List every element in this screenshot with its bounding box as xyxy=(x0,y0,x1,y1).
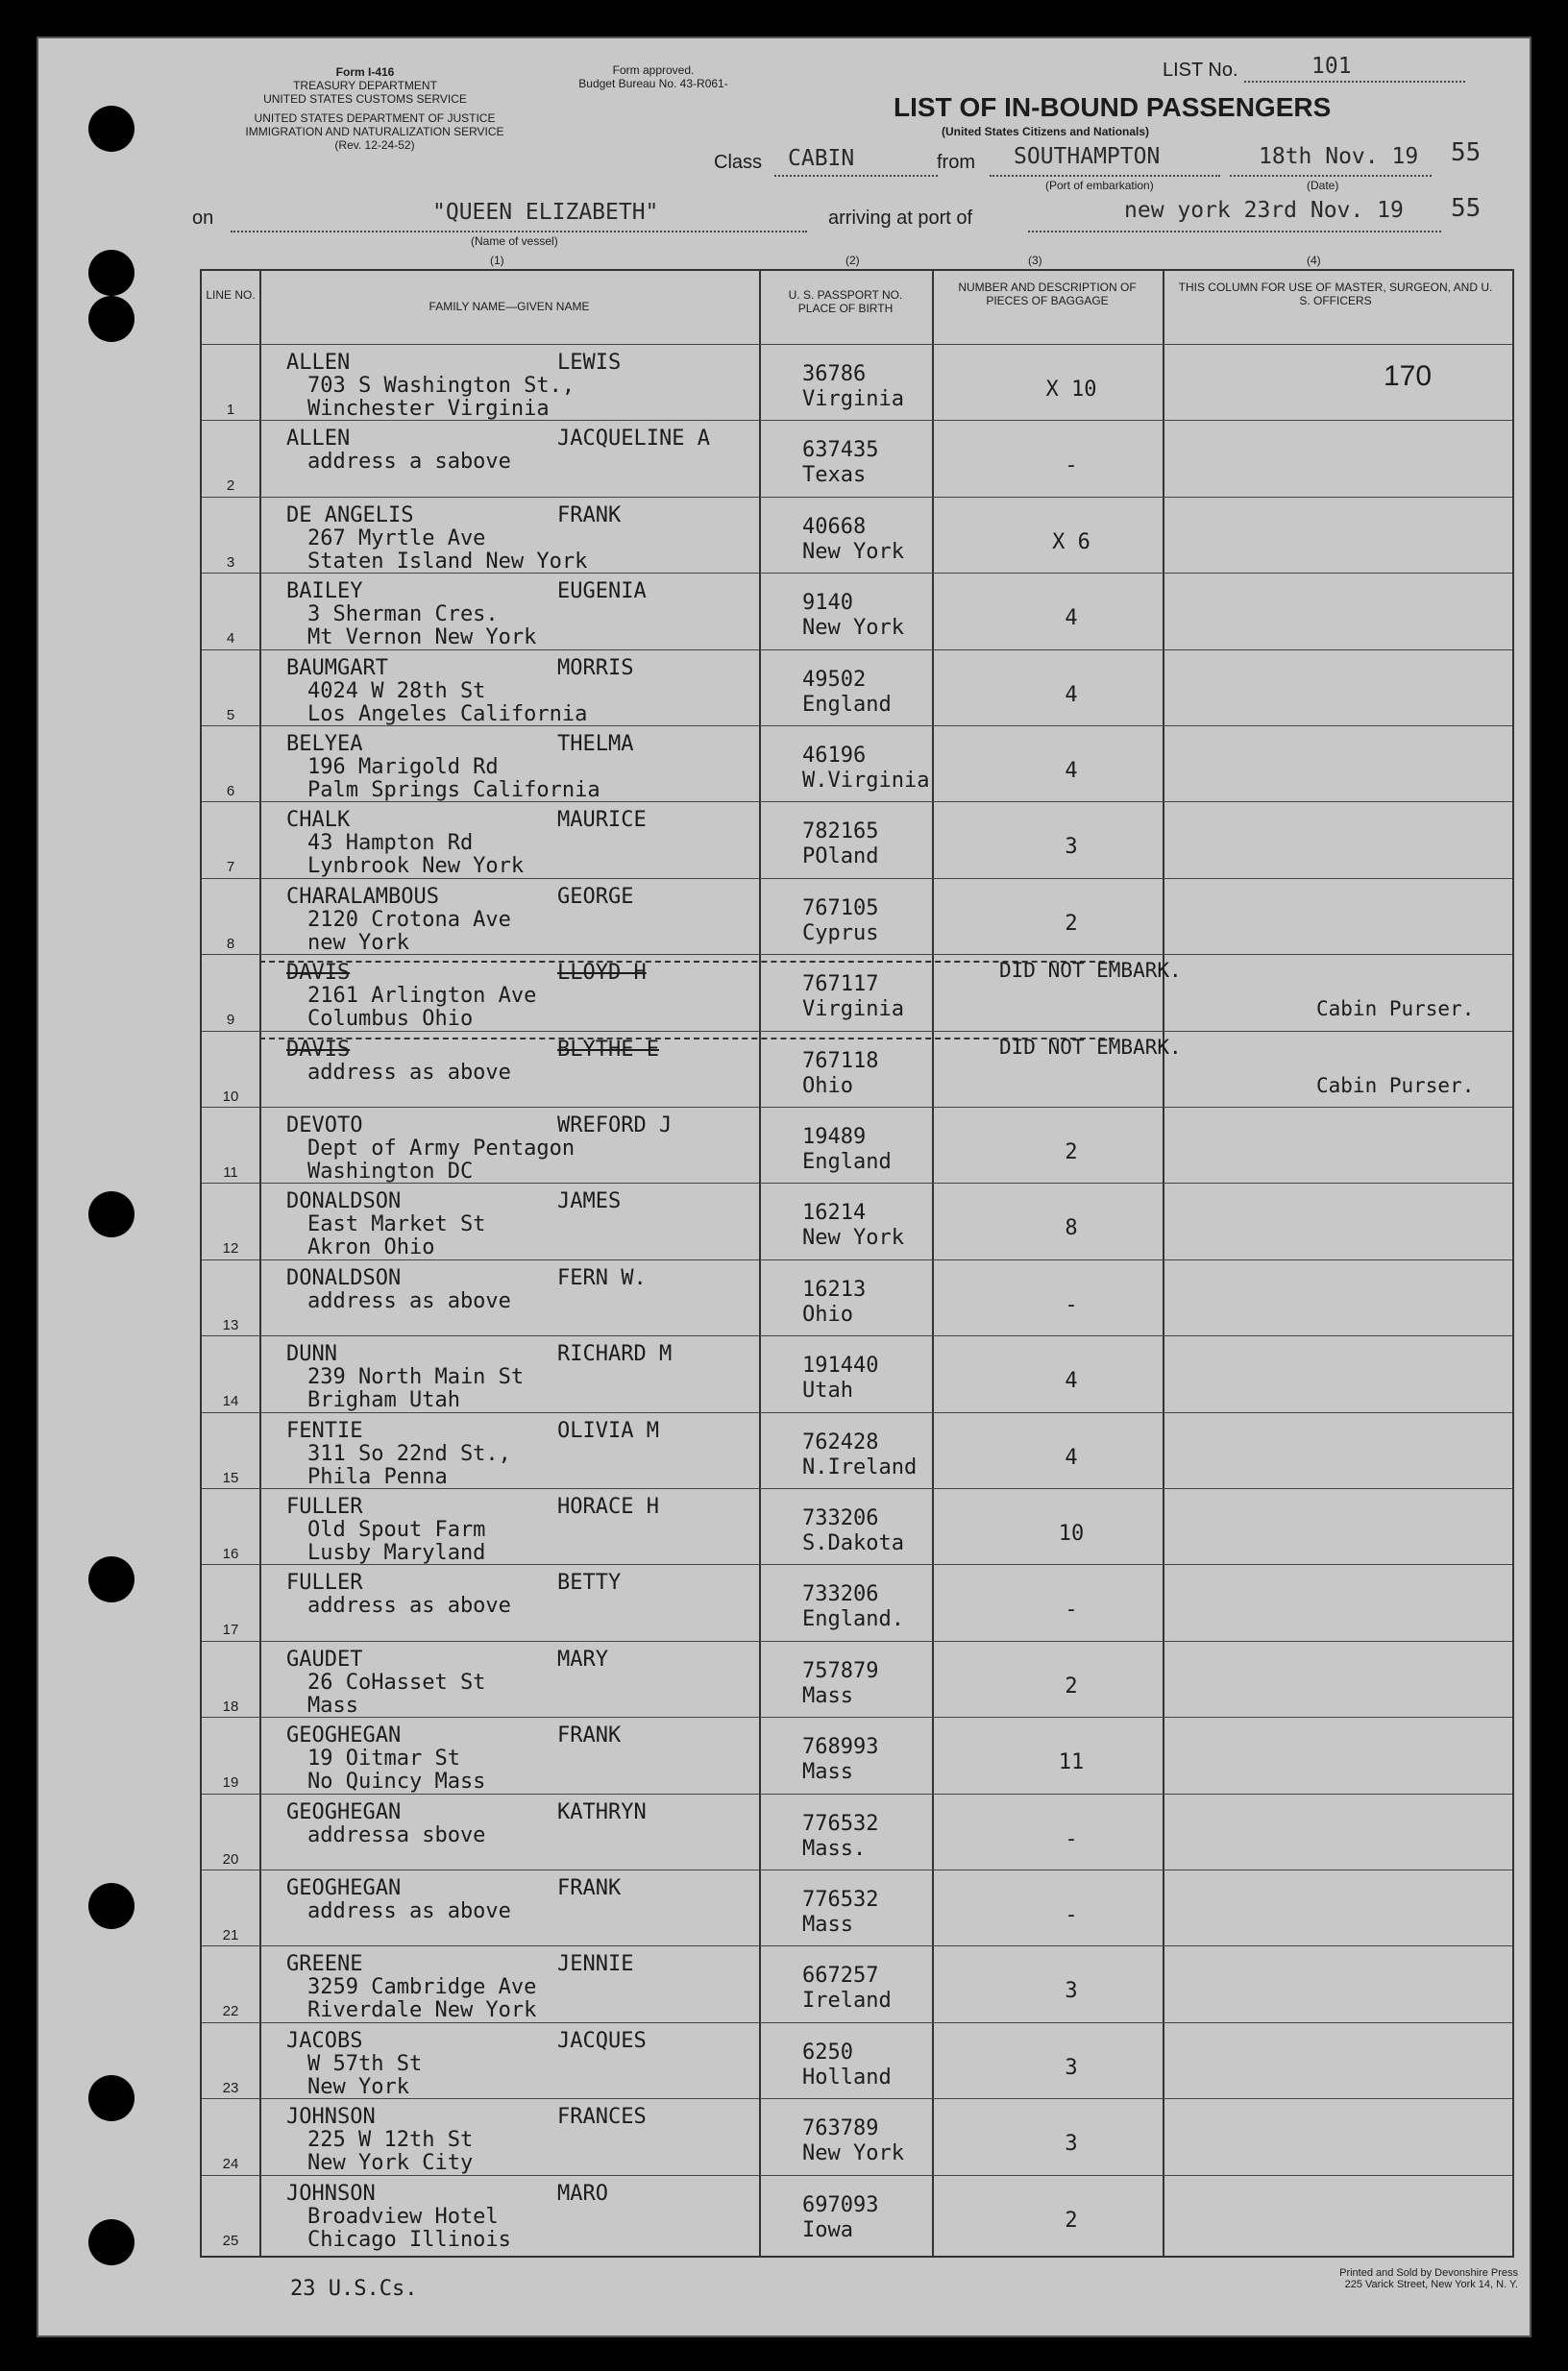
address-line-2: Columbus Ohio xyxy=(307,1007,474,1032)
address-line-1: addressa sbove xyxy=(307,1822,486,1847)
line-number: 23 xyxy=(222,2079,239,2096)
place-of-birth: Mass xyxy=(802,1913,853,1937)
address-line-2: Mass xyxy=(307,1693,358,1718)
vessel-line xyxy=(231,231,807,232)
punch-hole xyxy=(88,1883,135,1929)
table-row xyxy=(202,1259,1512,1337)
table-row xyxy=(202,1335,1512,1413)
family-name: DAVIS xyxy=(286,1037,351,1062)
col-header-baggage: NUMBER AND DESCRIPTION OF PIECES OF BAGGAGE xyxy=(958,281,1137,307)
family-name: GAUDET xyxy=(286,1647,363,1672)
address-line-2: Riverdale New York xyxy=(307,1998,537,2023)
address-line-1: W 57th St xyxy=(307,2051,423,2076)
did-not-embark-stamp: DID NOT EMBARK. xyxy=(999,959,1182,983)
passport-number: 36786 xyxy=(802,362,867,386)
given-name: JACQUES xyxy=(557,2028,647,2053)
address-line-1: East Market St xyxy=(307,1212,486,1237)
col-num-1: (1) xyxy=(490,254,504,267)
table-row xyxy=(202,1564,1512,1642)
passport-number: 49502 xyxy=(802,667,867,692)
line-number: 12 xyxy=(222,1240,239,1258)
address-line-2: Akron Ohio xyxy=(307,1235,435,1260)
passport-number: 733206 xyxy=(802,1506,879,1530)
table-row xyxy=(202,2098,1512,2176)
line-number: 20 xyxy=(222,1850,239,1868)
table-row xyxy=(202,649,1512,727)
address-line-1: 3 Sherman Cres. xyxy=(307,602,499,627)
table-row xyxy=(202,1488,1512,1566)
passport-number: 40668 xyxy=(802,514,867,539)
family-name: DUNN xyxy=(286,1342,337,1367)
table-row xyxy=(202,801,1512,879)
place-of-birth: New York xyxy=(802,1226,904,1251)
address-line-1: address as above xyxy=(307,1060,511,1085)
baggage-count: 3 xyxy=(1065,835,1078,860)
col-header-line: LINE NO. xyxy=(206,288,256,302)
address-line-1: 3259 Cambridge Ave xyxy=(307,1975,537,2000)
from-line xyxy=(990,175,1220,177)
line-number: 13 xyxy=(222,1316,239,1333)
line-number: 16 xyxy=(222,1546,239,1562)
punch-hole xyxy=(88,250,135,296)
on-label: on xyxy=(192,208,214,229)
address-line-1: 2161 Arlington Ave xyxy=(307,984,537,1009)
from-label: from xyxy=(937,152,975,173)
address-line-2: Lynbrook New York xyxy=(307,854,525,879)
address-line-1: address as above xyxy=(307,1288,511,1313)
line-number: 9 xyxy=(226,1012,235,1029)
family-name: JOHNSON xyxy=(286,2105,376,2130)
col-num-3: (3) xyxy=(1028,254,1042,267)
baggage-count: 2 xyxy=(1065,1674,1078,1699)
passport-number: 767117 xyxy=(802,972,879,997)
strike-line xyxy=(259,1038,1115,1039)
address-line-2: No Quincy Mass xyxy=(307,1770,486,1795)
manifest-sheet xyxy=(37,37,1531,2337)
date-caption: (Date) xyxy=(1307,179,1339,192)
family-name: GREENE xyxy=(286,1952,363,1977)
table-row xyxy=(202,1107,1512,1185)
passport-number: 16214 xyxy=(802,1201,867,1226)
date-line xyxy=(1230,175,1432,177)
address-line-1: address a sabove xyxy=(307,450,511,475)
line-number: 15 xyxy=(222,1469,239,1486)
line-number: 2 xyxy=(226,477,235,495)
family-name: BAUMGART xyxy=(286,655,388,680)
passport-number: 762428 xyxy=(802,1430,879,1454)
place-of-birth: S.Dakota xyxy=(802,1531,904,1555)
place-of-birth: Mass xyxy=(802,1760,853,1785)
passport-number: 697093 xyxy=(802,2192,879,2217)
family-name: BAILEY xyxy=(286,579,363,604)
given-name: MARO xyxy=(557,2181,608,2206)
place-of-birth: England. xyxy=(802,1607,904,1632)
address-line-2: Staten Island New York xyxy=(307,549,588,574)
baggage-count: 4 xyxy=(1065,682,1078,707)
justice-department: UNITED STATES DEPARTMENT OF JUSTICE xyxy=(254,111,496,125)
place-of-birth: Cyprus xyxy=(802,920,879,945)
line-number: 11 xyxy=(223,1164,238,1181)
baggage-count: 10 xyxy=(1058,1522,1085,1546)
passport-number: 767118 xyxy=(802,1048,879,1073)
line-number: 21 xyxy=(222,1927,239,1943)
address-line-2: Phila Penna xyxy=(307,1464,448,1489)
line-number: 18 xyxy=(222,1698,239,1715)
arriving-label: arriving at port of xyxy=(828,208,973,229)
family-name: DONALDSON xyxy=(286,1265,402,1290)
family-name: GEOGHEGAN xyxy=(286,1876,402,1900)
did-not-embark-stamp: DID NOT EMBARK. xyxy=(999,1035,1182,1059)
table-row xyxy=(202,1717,1512,1795)
punch-hole xyxy=(88,296,135,342)
given-name: JACQUELINE A xyxy=(557,427,710,452)
baggage-count: 4 xyxy=(1065,606,1078,631)
given-name: FRANK xyxy=(557,1723,622,1748)
baggage-count: 4 xyxy=(1065,759,1078,783)
table-row xyxy=(202,1412,1512,1490)
passport-number: 767105 xyxy=(802,895,879,920)
arrival-year: 55 xyxy=(1451,194,1482,223)
table-row xyxy=(202,954,1512,1032)
baggage-count: - xyxy=(1065,1292,1078,1317)
address-line-2: Palm Springs California xyxy=(307,778,600,802)
baggage-count: 4 xyxy=(1065,1369,1078,1394)
table-row xyxy=(202,2022,1512,2100)
place-of-birth: England xyxy=(802,692,892,717)
address-line-1: 19 Oitmar St xyxy=(307,1747,460,1772)
family-name: GEOGHEGAN xyxy=(286,1799,402,1824)
address-line-2: New York City xyxy=(307,2151,474,2176)
family-name: DE ANGELIS xyxy=(286,502,414,527)
officer-note: 170 xyxy=(1384,360,1433,392)
given-name: WREFORD J xyxy=(557,1113,673,1137)
table-row xyxy=(202,497,1512,574)
given-name: FRANK xyxy=(557,502,622,527)
passport-number: 16213 xyxy=(802,1277,867,1302)
printer-credit xyxy=(1201,2267,1518,2290)
given-name: HORACE H xyxy=(557,1495,659,1519)
place-of-birth: Virginia xyxy=(802,997,904,1022)
given-name: MORRIS xyxy=(557,655,634,680)
form-agency-block xyxy=(259,65,471,106)
table-row xyxy=(202,725,1512,803)
given-name: MAURICE xyxy=(557,808,647,833)
baggage-count: X 6 xyxy=(1052,529,1090,554)
line-number: 10 xyxy=(222,1088,239,1105)
family-name: FULLER xyxy=(286,1571,363,1596)
col-header-name: FAMILY NAME—GIVEN NAME xyxy=(429,300,590,313)
punch-hole xyxy=(88,1191,135,1237)
passport-number: 776532 xyxy=(802,1811,879,1836)
customs-service: UNITED STATES CUSTOMS SERVICE xyxy=(263,92,467,106)
place-of-birth: N.Ireland xyxy=(802,1454,918,1479)
given-name: FRANK xyxy=(557,1876,622,1900)
line-number: 8 xyxy=(226,935,235,952)
given-name: GEORGE xyxy=(557,884,634,909)
list-number-label: LIST No. xyxy=(1163,60,1238,81)
baggage-count: 3 xyxy=(1065,1979,1078,2004)
table-row xyxy=(202,1031,1512,1109)
place-of-birth: POland xyxy=(802,844,879,869)
given-name: OLIVIA M xyxy=(557,1418,659,1443)
line-number: 3 xyxy=(226,553,235,571)
page-title: LIST OF IN-BOUND PASSENGERS xyxy=(894,92,1332,122)
port-embark-caption: (Port of embarkation) xyxy=(1045,179,1154,192)
punch-hole xyxy=(88,106,135,152)
family-name: ALLEN xyxy=(286,427,351,452)
passport-number: 763789 xyxy=(802,2116,879,2141)
address-line-2: New York xyxy=(307,2074,409,2099)
address-line-1: 2120 Crotona Ave xyxy=(307,907,511,932)
punch-hole xyxy=(88,2075,135,2121)
passenger-table xyxy=(200,269,1514,2258)
passport-number: 757879 xyxy=(802,1658,879,1683)
from-value: SOUTHAMPTON xyxy=(1014,144,1161,169)
date-value: 18th Nov. 19 xyxy=(1259,144,1419,169)
family-name: DONALDSON xyxy=(286,1189,402,1214)
passport-number: 46196 xyxy=(802,744,867,768)
passport-number: 667257 xyxy=(802,1964,879,1989)
form-approval xyxy=(557,63,749,90)
address-line-1: 311 So 22nd St., xyxy=(307,1441,511,1466)
place-of-birth: New York xyxy=(802,2141,904,2166)
address-line-1: Broadview Hotel xyxy=(307,2204,499,2229)
family-name: BELYEA xyxy=(286,732,363,756)
baggage-count: 2 xyxy=(1065,911,1078,936)
address-line-1: 43 Hampton Rd xyxy=(307,831,474,856)
baggage-count: 3 xyxy=(1065,2132,1078,2157)
address-line-2: Washington DC xyxy=(307,1160,474,1184)
revision-date: (Rev. 12-24-52) xyxy=(334,138,415,152)
family-name: DAVIS xyxy=(286,961,351,986)
baggage-count: - xyxy=(1065,1598,1078,1623)
given-name: LEWIS xyxy=(557,351,622,375)
baggage-count: 11 xyxy=(1058,1750,1085,1775)
place-of-birth: Holland xyxy=(802,2065,892,2090)
punch-hole xyxy=(88,2219,135,2265)
family-name: DEVOTO xyxy=(286,1113,363,1137)
passport-number: 733206 xyxy=(802,1582,879,1607)
class-line xyxy=(774,175,938,177)
place-of-birth: Ohio xyxy=(802,1073,853,1098)
family-name: FULLER xyxy=(286,1495,363,1519)
cabin-purser-stamp: Cabin Purser. xyxy=(1316,1073,1475,1097)
address-line-2: Chicago Illinois xyxy=(307,2227,511,2252)
address-line-1: 4024 W 28th St xyxy=(307,678,486,703)
col-header-passport: U. S. PASSPORT NO. PLACE OF BIRTH xyxy=(788,288,903,315)
line-number: 5 xyxy=(226,706,235,723)
line-number: 19 xyxy=(222,1774,239,1792)
baggage-count: 2 xyxy=(1065,2208,1078,2233)
address-line-1: 26 CoHasset St xyxy=(307,1670,486,1695)
col-header-officers: THIS COLUMN FOR USE OF MASTER, SURGEON, AND U. S. OFFICERS xyxy=(1178,281,1493,307)
line-number: 25 xyxy=(222,2232,239,2249)
address-line-1: address as above xyxy=(307,1899,511,1923)
vessel-caption: (Name of vessel) xyxy=(471,234,558,248)
baggage-count: 3 xyxy=(1065,2055,1078,2080)
address-line-2: Mt Vernon New York xyxy=(307,625,537,650)
vessel-name: "QUEEN ELIZABETH" xyxy=(432,200,659,225)
place-of-birth: Ireland xyxy=(802,1989,892,2014)
place-of-birth: New York xyxy=(802,616,904,641)
baggage-count: X 10 xyxy=(1045,378,1097,402)
passport-number: 776532 xyxy=(802,1888,879,1912)
baggage-count: - xyxy=(1065,453,1078,478)
ins-service: IMMIGRATION AND NATURALIZATION SERVICE xyxy=(245,125,504,138)
class-label: Class xyxy=(714,152,763,173)
address-line-1: Dept of Army Pentagon xyxy=(307,1137,576,1161)
place-of-birth: New York xyxy=(802,539,904,564)
baggage-count: - xyxy=(1065,1826,1078,1851)
table-row xyxy=(202,420,1512,498)
table-row xyxy=(202,1641,1512,1719)
strike-line xyxy=(259,961,1115,963)
citizen-count: 23 U.S.Cs. xyxy=(290,2277,418,2301)
given-name: EUGENIA xyxy=(557,579,647,604)
arrival-line xyxy=(1028,231,1441,232)
passport-number: 191440 xyxy=(802,1354,879,1379)
given-name: THELMA xyxy=(557,732,634,756)
place-of-birth: Ohio xyxy=(802,1302,853,1327)
baggage-count: 4 xyxy=(1065,1445,1078,1470)
col-num-4: (4) xyxy=(1307,254,1321,267)
baggage-count: 8 xyxy=(1065,1216,1078,1241)
table-row xyxy=(202,1183,1512,1260)
list-number-value: 101 xyxy=(1311,54,1352,79)
passport-number: 9140 xyxy=(802,591,853,616)
line-number: 4 xyxy=(226,630,235,648)
given-name: JAMES xyxy=(557,1189,622,1214)
given-name: FRANCES xyxy=(557,2105,647,2130)
given-name: FERN W. xyxy=(557,1265,647,1290)
line-number: 22 xyxy=(222,2003,239,2020)
printer-line-2: 225 Varick Street, New York 14, N. Y. xyxy=(1344,2279,1518,2290)
passport-number: 782165 xyxy=(802,819,879,844)
address-line-2: Los Angeles California xyxy=(307,701,588,726)
place-of-birth: England xyxy=(802,1150,892,1174)
address-line-1: address as above xyxy=(307,1594,511,1619)
budget-bureau: Budget Bureau No. 43-R061- xyxy=(578,77,728,90)
address-line-2: Brigham Utah xyxy=(307,1388,460,1413)
arrival-value: new york 23rd Nov. 19 xyxy=(1124,198,1404,223)
given-name: JENNIE xyxy=(557,1952,634,1977)
justice-block xyxy=(183,111,567,152)
table-row xyxy=(202,1945,1512,2023)
address-line-1: Old Spout Farm xyxy=(307,1518,486,1542)
family-name: CHALK xyxy=(286,808,351,833)
list-number-line xyxy=(1244,81,1465,83)
place-of-birth: Virginia xyxy=(802,387,904,411)
table-row xyxy=(202,878,1512,956)
baggage-count: - xyxy=(1065,1903,1078,1927)
family-name: JACOBS xyxy=(286,2028,363,2053)
punch-hole xyxy=(88,1556,135,1602)
place-of-birth: Utah xyxy=(802,1379,853,1404)
family-name: CHARALAMBOUS xyxy=(286,884,439,909)
passport-number: 637435 xyxy=(802,438,879,463)
family-name: GEOGHEGAN xyxy=(286,1723,402,1748)
form-number: Form I-416 xyxy=(335,65,395,79)
given-name: LLOYD H xyxy=(557,961,647,986)
table-row xyxy=(202,2175,1512,2253)
passport-number: 6250 xyxy=(802,2040,853,2065)
given-name: BETTY xyxy=(557,1571,622,1596)
col-num-2: (2) xyxy=(845,254,860,267)
place-of-birth: W.Virginia xyxy=(802,769,930,793)
line-number: 7 xyxy=(226,859,235,876)
address-line-2: Lusby Maryland xyxy=(307,1541,486,1565)
family-name: FENTIE xyxy=(286,1418,363,1443)
given-name: RICHARD M xyxy=(557,1342,673,1367)
table-row xyxy=(202,1794,1512,1871)
form-approved: Form approved. xyxy=(612,63,695,77)
line-number: 24 xyxy=(222,2156,239,2173)
cabin-purser-stamp: Cabin Purser. xyxy=(1316,997,1475,1021)
line-number: 14 xyxy=(222,1393,239,1410)
place-of-birth: Texas xyxy=(802,463,867,488)
date-year: 55 xyxy=(1451,138,1482,167)
printer-line-1: Printed and Sold by Devonshire Press xyxy=(1339,2267,1518,2279)
place-of-birth: Mass. xyxy=(802,1836,867,1861)
address-line-2: Winchester Virginia xyxy=(307,397,550,421)
treasury-department: TREASURY DEPARTMENT xyxy=(293,79,437,92)
address-line-1: 239 North Main St xyxy=(307,1365,525,1390)
page-subtitle: (United States Citizens and Nationals) xyxy=(942,125,1150,138)
baggage-count: 2 xyxy=(1065,1140,1078,1164)
address-line-1: 267 Myrtle Ave xyxy=(307,526,486,550)
place-of-birth: Mass xyxy=(802,1683,853,1708)
address-line-1: 703 S Washington St., xyxy=(307,374,576,398)
line-number: 1 xyxy=(226,402,235,418)
family-name: ALLEN xyxy=(286,351,351,375)
table-row xyxy=(202,573,1512,650)
passport-number: 768993 xyxy=(802,1735,879,1760)
table-row xyxy=(202,1870,1512,1947)
table-row xyxy=(202,344,1512,422)
class-value: CABIN xyxy=(788,146,855,171)
address-line-1: 225 W 12th St xyxy=(307,2128,474,2153)
place-of-birth: Iowa xyxy=(802,2217,853,2242)
given-name: BLYTHE E xyxy=(557,1037,659,1062)
line-number: 17 xyxy=(222,1622,239,1639)
family-name: JOHNSON xyxy=(286,2181,376,2206)
given-name: MARY xyxy=(557,1647,608,1672)
passport-number: 19489 xyxy=(802,1125,867,1149)
address-line-1: 196 Marigold Rd xyxy=(307,755,499,779)
given-name: KATHRYN xyxy=(557,1799,647,1824)
line-number: 6 xyxy=(226,783,235,799)
address-line-2: new York xyxy=(307,930,409,955)
